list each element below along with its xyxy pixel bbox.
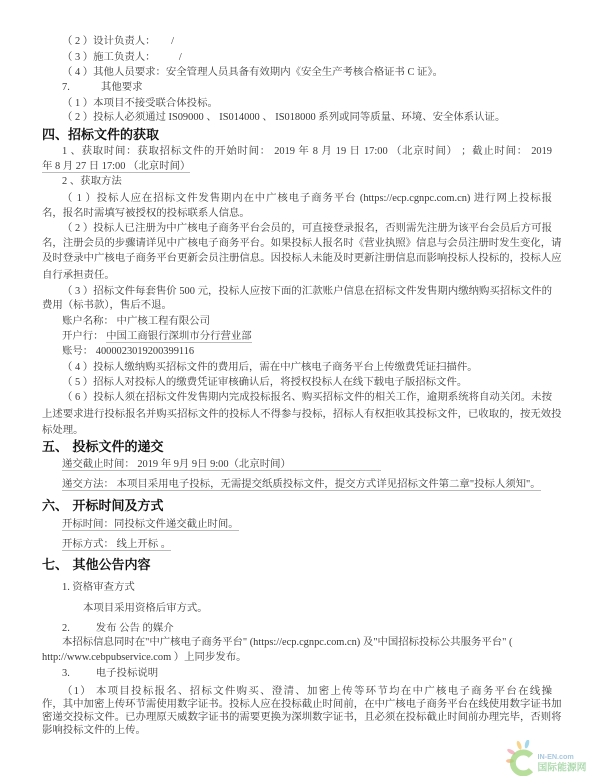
text-line: （ 6 ）投标人须在招标文件发售期内完成投标报名、购买招标文件的相关工作，逾期系统将自动关闭。未按 — [62, 392, 552, 403]
text-line — [62, 539, 552, 551]
section-heading: 六、 开标时间及方式 — [42, 499, 164, 514]
text-line: 自行承担责任。 — [42, 270, 115, 281]
text-line: 7. 其他要求 — [62, 82, 143, 93]
text-line: （ 2 ）设计负责人： / — [62, 36, 174, 47]
submission-deadline: 递交截止时间： 2019 年 9月 9日 9:00（北京时间） — [62, 459, 381, 471]
text-line: （ 3 ）招标文件每套售价 500 元，投标人应按下面的汇款账户信息在招标文件发售期内缴纳购买招标文件的 — [62, 286, 552, 297]
text-line: 密递交投标文件。已办理原天威数字证书的需要更换为深圳数字证书，且必须在投标截止时间前办理完毕，否则将 — [42, 712, 562, 723]
text-line — [42, 161, 552, 173]
text-line: 及时登录中广核电子商务平台更新会员注册信息。因投标人未能及时更新注册信息而影响投标人投标的，投标人应 — [42, 253, 562, 264]
text-line: 3. 电子投标说明 — [62, 668, 159, 679]
text-line: 上述要求进行投标报名并购买招标文件的投标人不得参与投标，招标人有权拒收其投标文件，已收取的，按无效投 — [42, 409, 562, 420]
text-line: （ 4 ）投标人缴纳购买招标文件的费用后，需在中广核电子商务平台上传缴费凭证扫描件。 — [62, 362, 478, 373]
text-line: 作，其中加密上传环节需使用数字证书。投标人应在投标截止时间前，在中广核电子商务平台在线使用数字证书加 — [42, 699, 562, 710]
text-line: （ 3 ）施工负责人： / — [62, 52, 182, 63]
text-line — [62, 519, 552, 531]
text-line: （ 1 ）投标人应在招标文件发售期内在中广核电子商务平台 (https://ecp.cgnpc.com.cn) 进行网上投标报 — [62, 193, 552, 204]
submission-method: 递交方法： 本项目采用电子投标，无需提交纸质投标文件，提交方式详见招标文件第二章"投标人须知"。 — [62, 479, 541, 490]
opening-time: 开标时间：同投标文件递交截止时间。 — [62, 519, 239, 530]
text-line: 本项目采用资格后审方式。 — [83, 603, 208, 614]
text-line: （1） 本项目投标报名、招标文件购买、澄清、加密上传等环节均在中广核电子商务平台在线操 — [62, 686, 552, 697]
text-line: 2 、获取方法 — [62, 176, 122, 187]
section-heading: 七、 其他公告内容 — [42, 558, 151, 573]
watermark-domain: IN-EN.com — [537, 751, 574, 761]
bank-name: 中国工商银行深圳市分行营业部 — [106, 331, 252, 342]
deadline-date: 年 8 月 27 日 17:00 （北京时间） — [42, 161, 191, 172]
text-line: 费用（标书款），售后不退。 — [42, 300, 172, 311]
text-line: 1 、获取时间：获取招标文件的开始时间： 2019 年 8 月 19 日 17:00 （北京时间） ；截止时间： 2019 — [62, 146, 552, 157]
text-line: 名，注册会员的步骤请详见中广核电子商务平台。如果投标人报名时《营业执照》信息与会员注册时发生变化，请 — [42, 238, 562, 249]
account-name: 账户名称： 中广核工程有限公司 — [62, 316, 211, 327]
text-line: http://www.cebpubservice.com ）上同步发布。 — [42, 652, 247, 663]
text-line: （ 1 ）本项目不接受联合体投标。 — [62, 98, 218, 109]
text-line: （ 5 ）招标人对投标人的缴费凭证审核确认后，将授权投标人在线下载电子版招标文件。 — [62, 377, 468, 388]
text-line: 标处理。 — [42, 425, 84, 436]
bank-line — [62, 331, 552, 343]
text-line — [62, 479, 552, 491]
watermark-name: 国际能源网 — [537, 762, 587, 774]
opening-method: 开标方式： 线上开标 。 — [62, 539, 172, 550]
in-en-watermark-logo — [500, 740, 592, 776]
text-line: （ 2 ）投标人已注册为中广核电子商务平台会员的，可直接登录报名，否则需先注册为该平台会员后方可报 — [62, 223, 552, 234]
text-line: 2. 发布 公告 的媒介 — [62, 623, 174, 634]
text-line: 影响投标文件的上传。 — [42, 725, 146, 736]
section-heading: 五、 投标文件的递交 — [42, 440, 164, 455]
section-heading: 四、招标文件的获取 — [42, 128, 160, 143]
text-line: 本招标信息同时在"中广核电子商务平台" (https://ecp.cgnpc.com.cn) 及"中国招标投标公共服务平台" ( — [62, 637, 513, 648]
text-line: （ 4 ）其他人员要求：安全管理人员具备有效期内《安全生产考核合格证书 C 证》。 — [62, 67, 443, 78]
text-line: 名，报名时需填写被授权的投标联系人信息。 — [42, 208, 250, 219]
text-line: 1. 资格审查方式 — [62, 582, 135, 593]
account-number: 账号： 4000023019200399116 — [62, 346, 195, 357]
text-line — [62, 459, 552, 471]
sun-logo-icon — [500, 740, 592, 776]
bank-label: 开户行： — [62, 331, 107, 342]
text-line: （ 2 ）投标人必须通过 IS09000 、 IS014000 、 IS018000 系列或同等质量、环境、安全体系认证。 — [62, 112, 506, 123]
